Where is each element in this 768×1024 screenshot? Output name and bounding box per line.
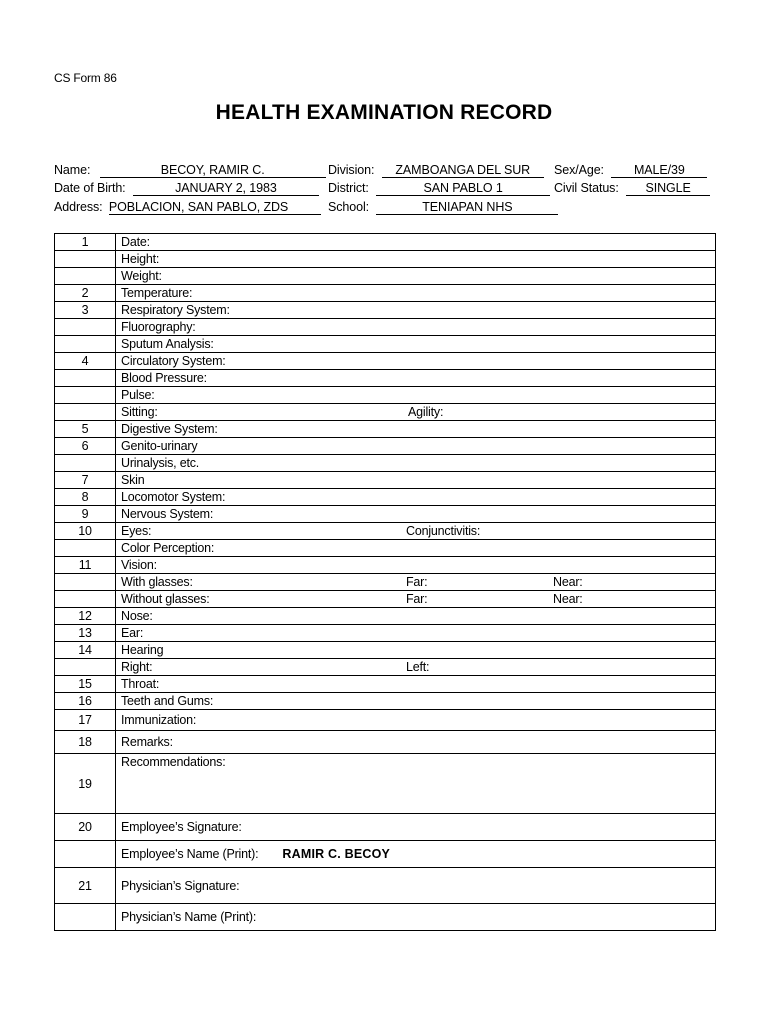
table-row [55,841,716,868]
table-row [55,868,716,904]
row-number: 16 [55,693,116,710]
row-number: 4 [55,353,116,370]
table-row [55,285,716,302]
form-code: CS Form 86 [54,71,117,85]
row-label[interactable]: Digestive System: [116,421,716,438]
division-line [328,163,544,178]
table-row [55,540,716,557]
address-label: Address: [54,200,103,214]
table-row [55,387,716,404]
row-label[interactable]: Date: [116,234,716,251]
row-label[interactable]: Teeth and Gums: [116,693,716,710]
row-label[interactable]: Color Perception: [116,540,716,557]
left-label: Left: [406,660,430,674]
with-glasses-cell[interactable] [116,574,716,591]
row-number: 18 [55,731,116,754]
near-label: Near: [553,592,583,606]
employee-name-label: Employee’s Name (Print): [121,847,259,861]
table-row [55,557,716,574]
row-label[interactable]: Skin [116,472,716,489]
table-row [55,659,716,676]
table-row [55,319,716,336]
table-row [55,353,716,370]
table-row [55,251,716,268]
dob-line [54,181,319,196]
table-row [55,506,716,523]
sexage-label: Sex/Age: [554,163,604,177]
table-row [55,904,716,931]
table-row [55,731,716,754]
row-number: 10 [55,523,116,540]
row-label[interactable]: Immunization: [116,710,716,731]
employee-signature-field[interactable]: Employee’s Signature: [116,814,716,841]
row-label[interactable]: Nervous System: [116,506,716,523]
district-label: District: [328,181,369,195]
table-row [55,676,716,693]
table-row [55,302,716,319]
name-label: Name: [54,163,91,177]
table-row [55,693,716,710]
table-row [55,472,716,489]
table-row [55,421,716,438]
table-row [55,642,716,659]
table-row [55,234,716,251]
agility-label: Agility: [408,405,444,419]
row-number: 2 [55,285,116,302]
table-row [55,336,716,353]
sexage-line [554,163,707,178]
table-row [55,268,716,285]
row-label[interactable]: Ear: [116,625,716,642]
row-label[interactable]: Nose: [116,608,716,625]
row-number: 17 [55,710,116,731]
table-row [55,625,716,642]
near-label: Near: [553,575,583,589]
table-row [55,608,716,625]
page-title: HEALTH EXAMINATION RECORD [215,101,553,124]
table-row [55,523,716,540]
name-field[interactable]: BECOY, RAMIR C. [100,164,326,178]
row-number: 15 [55,676,116,693]
eyes-label: Eyes: [121,524,152,538]
hearing-cell[interactable] [116,659,716,676]
without-glasses-cell[interactable] [116,591,716,608]
table-row [55,591,716,608]
row-number: 9 [55,506,116,523]
table-row [55,814,716,841]
table-row [55,370,716,387]
without-glasses-label: Without glasses: [121,592,210,606]
school-line [328,200,558,215]
sexage-field[interactable]: MALE/39 [611,164,707,178]
sitting-label: Sitting: [121,405,158,419]
table-row [55,404,716,421]
row-label[interactable]: Sputum Analysis: [116,336,716,353]
row-label[interactable]: Throat: [116,676,716,693]
row-label[interactable]: Blood Pressure: [116,370,716,387]
address-field[interactable]: POBLACION, SAN PABLO, ZDS [109,201,321,215]
right-label: Right: [121,660,153,674]
row-label[interactable]: Temperature: [116,285,716,302]
row-number: 19 [55,754,116,814]
row-number: 14 [55,642,116,659]
table-row [55,438,716,455]
table-row [55,574,716,591]
exam-table [54,233,716,931]
division-field[interactable]: ZAMBOANGA DEL SUR [382,164,544,178]
row-label[interactable]: Vision: [116,557,716,574]
row-number: 12 [55,608,116,625]
school-label: School: [328,200,369,214]
employee-name-cell[interactable] [116,841,716,868]
civil-label: Civil Status: [554,181,619,195]
civil-field[interactable]: SINGLE [626,182,710,196]
row-label[interactable]: Height: [116,251,716,268]
dob-label: Date of Birth: [54,181,126,195]
school-field[interactable]: TENIAPAN NHS [376,201,558,215]
row-label[interactable]: Locomotor System: [116,489,716,506]
district-line [328,181,550,196]
row-number: 20 [55,814,116,841]
row-number: 5 [55,421,116,438]
row-number: 13 [55,625,116,642]
row-label[interactable]: Hearing [116,642,716,659]
row-label[interactable]: Urinalysis, etc. [116,455,716,472]
name-line [54,163,326,178]
row-number: 21 [55,868,116,904]
division-label: Division: [328,163,375,177]
physician-name-field[interactable]: Physician’s Name (Print): [116,904,716,931]
row-number: 7 [55,472,116,489]
far-label: Far: [406,592,428,606]
table-row [55,754,716,814]
row-number: 1 [55,234,116,251]
eyes-cell[interactable] [116,523,716,540]
row-number: 11 [55,557,116,574]
row-number: 8 [55,489,116,506]
district-field[interactable]: SAN PABLO 1 [376,182,550,196]
far-label: Far: [406,575,428,589]
row-label[interactable]: Weight: [116,268,716,285]
recommendations-field[interactable]: Recommendations: [116,754,716,814]
employee-name-value: RAMIR C. BECOY [282,847,391,861]
row-label[interactable]: Respiratory System: [116,302,716,319]
table-row [55,710,716,731]
row-label[interactable]: Remarks: [116,731,716,754]
civil-line [554,181,710,196]
row-number: 6 [55,438,116,455]
conjunctivitis-label: Conjunctivitis: [406,524,481,538]
with-glasses-label: With glasses: [121,575,193,589]
row-label[interactable]: Circulatory System: [116,353,716,370]
row-label[interactable]: Fluorography: [116,319,716,336]
row-label[interactable]: Pulse: [116,387,716,404]
sitting-cell[interactable] [116,404,716,421]
address-line [54,200,321,215]
table-row [55,455,716,472]
table-row [55,489,716,506]
dob-field[interactable]: JANUARY 2, 1983 [133,182,319,196]
row-label[interactable]: Genito-urinary [116,438,716,455]
physician-signature-field[interactable]: Physician’s Signature: [116,868,716,904]
row-number: 3 [55,302,116,319]
